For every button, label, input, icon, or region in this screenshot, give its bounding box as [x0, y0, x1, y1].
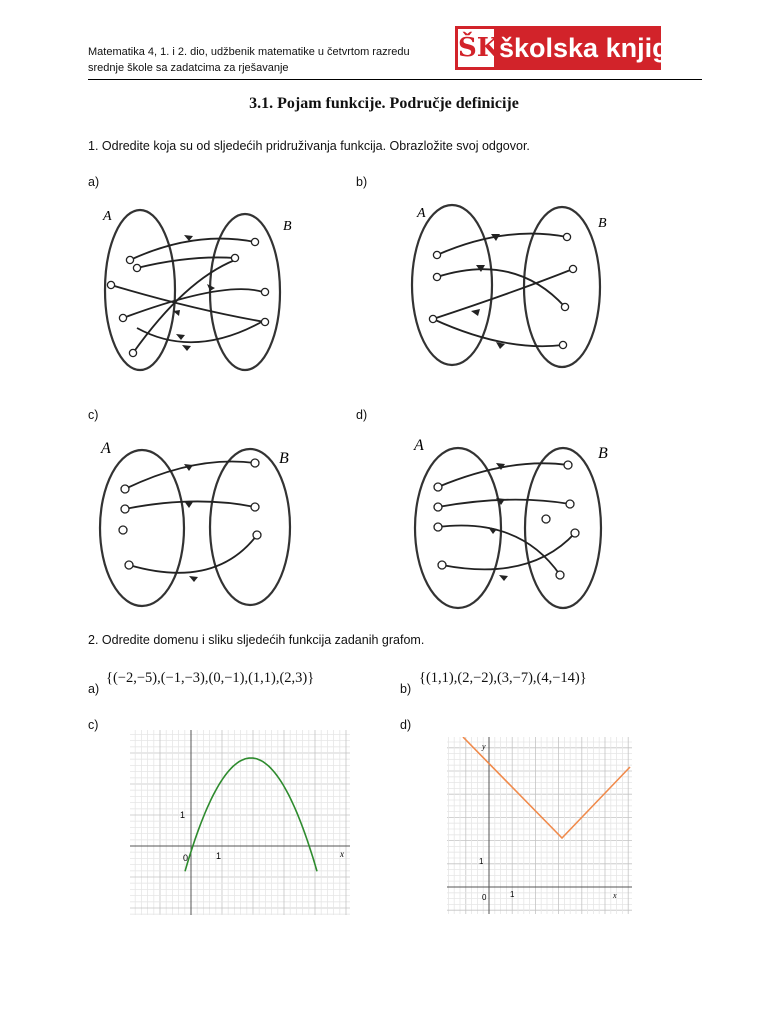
y-axis-label: y: [482, 742, 486, 751]
element-point: [253, 531, 261, 539]
set-b-label: B: [598, 445, 608, 462]
book-line-2: srednje škole sa zadatcima za rješavanje: [88, 62, 289, 74]
arrow: [123, 289, 263, 318]
set-a-label: A: [103, 209, 112, 224]
set-b-label: B: [283, 219, 292, 234]
arrowhead: [471, 309, 480, 316]
set-a-label: A: [414, 437, 424, 454]
logo-name: školska knjiga: [499, 33, 684, 63]
element-point: [569, 265, 576, 272]
element-point: [559, 341, 566, 348]
task-2-label-a: a): [88, 682, 100, 696]
arrowhead: [488, 527, 497, 534]
element-point: [121, 505, 129, 513]
arrowhead: [496, 498, 505, 505]
logo-mark: ŠK: [458, 29, 494, 67]
publisher-logo: [455, 26, 684, 70]
element-point: [433, 273, 440, 280]
task-1-label-d: d): [356, 408, 368, 422]
element-point: [251, 238, 258, 245]
element-point: [434, 483, 442, 491]
arrowhead: [182, 345, 191, 351]
arrow: [437, 234, 567, 255]
set-a-ellipse: [412, 205, 492, 365]
x-tick-label: 1: [216, 851, 222, 861]
task-1-label-c: c): [88, 408, 99, 422]
element-point: [251, 459, 259, 467]
x-axis-label: x: [613, 891, 617, 900]
set-b-label: B: [598, 216, 607, 231]
arrowhead: [176, 334, 185, 340]
element-point: [542, 515, 550, 523]
element-point: [261, 318, 268, 325]
grid: [130, 730, 350, 915]
y-tick-label: 1: [180, 810, 186, 820]
book-line-1: Matematika 4, 1. i 2. dio, udžbenik matematike u četvrtom razredu: [88, 46, 410, 58]
element-point: [129, 349, 136, 356]
element-point: [429, 315, 436, 322]
element-point: [107, 281, 114, 288]
element-point: [556, 571, 564, 579]
element-point: [561, 303, 568, 310]
mapping-diagram-c: [95, 435, 310, 610]
element-point: [126, 256, 133, 263]
origin-label: 0: [183, 853, 189, 863]
set-a-label: A: [101, 440, 111, 457]
set-b-ellipse: [210, 214, 280, 370]
arrow: [438, 500, 570, 507]
set-a-ellipse: [105, 210, 175, 370]
element-point: [251, 503, 259, 511]
arrow: [437, 269, 565, 307]
mapping-diagram-a: [95, 200, 295, 385]
set-a-ellipse: [100, 450, 184, 606]
task-1-label-b: b): [356, 175, 368, 189]
element-point: [133, 264, 140, 271]
task-1-text: 1. Odredite koja su od sljedećih pridruživanja funkcija. Obrazložite svoj odgovor.: [88, 139, 530, 153]
element-point: [119, 314, 126, 321]
element-point: [566, 500, 574, 508]
function-graph-c: [130, 730, 350, 915]
element-point: [125, 561, 133, 569]
element-point: [433, 251, 440, 258]
x-tick-label: 1: [510, 890, 515, 899]
x-axis-label: x: [340, 849, 344, 859]
set-b-ellipse: [210, 449, 290, 605]
mapping-diagram-b: [405, 197, 625, 377]
set-b-ellipse: [525, 448, 601, 608]
header-divider: [88, 79, 702, 80]
set-b-label: B: [279, 450, 289, 467]
book-reference: [88, 44, 458, 76]
arrowhead: [499, 575, 508, 581]
element-point: [571, 529, 579, 537]
task-2-label-b: b): [400, 682, 412, 696]
task-2-label-c: c): [88, 718, 99, 732]
set-a-label: A: [417, 206, 426, 221]
set-expression-b: {(1,1),(2,−2),(3,−7),(4,−14)}: [419, 670, 587, 686]
element-point: [434, 523, 442, 531]
origin-label: 0: [482, 893, 487, 902]
page-title: 3.1. Pojam funkcije. Područje definicije: [249, 95, 519, 112]
element-point: [563, 233, 570, 240]
arrow: [129, 535, 257, 573]
task-2-label-d: d): [400, 718, 412, 732]
y-tick-label: 1: [479, 857, 484, 866]
element-point: [261, 288, 268, 295]
arrowhead: [189, 576, 198, 582]
element-point: [434, 503, 442, 511]
task-2-text: 2. Odredite domenu i sliku sljedećih funkcija zadanih grafom.: [88, 633, 425, 647]
element-point: [119, 526, 127, 534]
element-point: [121, 485, 129, 493]
set-expression-a: {(−2,−5),(−1,−3),(0,−1),(1,1),(2,3)}: [106, 670, 315, 686]
element-point: [564, 461, 572, 469]
arrow: [442, 533, 575, 569]
task-1-label-a: a): [88, 175, 100, 189]
arrowhead: [184, 501, 193, 508]
element-point: [438, 561, 446, 569]
function-graph-d: [447, 737, 632, 914]
mapping-diagram-d: [410, 432, 635, 612]
arrow: [433, 319, 563, 346]
element-point: [231, 254, 238, 261]
